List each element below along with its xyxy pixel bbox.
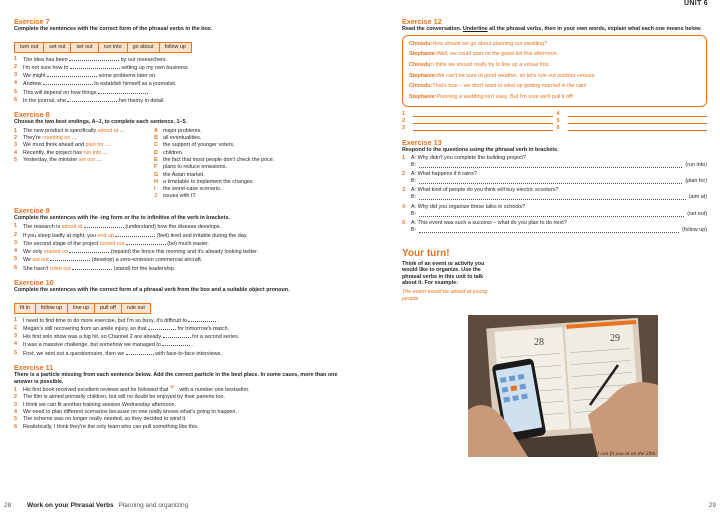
- photo-caption: 'I can fit you in on the 29th.': [596, 451, 658, 457]
- ending-letter: B: [154, 135, 158, 142]
- book-title: Work on your Phrasal Verbs: [27, 502, 114, 509]
- word-box-item: set out: [43, 43, 70, 52]
- answer-blank: [84, 223, 124, 228]
- item-number: 2: [14, 324, 17, 331]
- exercise-10-items: [14, 317, 350, 358]
- item-number: 5: [402, 219, 405, 226]
- question-item: [402, 187, 707, 201]
- item-text: Megan's still recovering from an ankle injury, so that for tomorrow's match.: [23, 325, 230, 332]
- item-text: If you sleep badly at night, you end up (feel) tired and irritable during the day.: [23, 232, 248, 239]
- answer-blank: [70, 64, 120, 69]
- item-number: 3: [402, 187, 405, 194]
- speaker-text: Well, we could start on the guest list this afternoon.: [436, 51, 559, 58]
- phrasal-verb: set out: [78, 156, 95, 163]
- item-number: 5: [14, 256, 17, 263]
- item-text: The second stage of the project turned out (be) much easier.: [23, 240, 209, 247]
- exercise-8-title: Exercise 8: [14, 110, 50, 120]
- question-row: [402, 155, 707, 162]
- answer-row: [402, 194, 707, 201]
- list-item: [14, 416, 350, 423]
- list-item: [14, 56, 350, 64]
- exercise-9-title: Exercise 9: [14, 205, 50, 215]
- phrasal-verb: run into: [83, 149, 102, 156]
- answer-blank: [188, 317, 216, 322]
- item-number: 2: [14, 135, 17, 142]
- ending-item: [154, 172, 274, 179]
- item-number: 6: [14, 96, 17, 103]
- exercise-12-answer-lines: [402, 111, 707, 133]
- verb-hint: (follow up): [682, 226, 707, 233]
- answer-blank: [148, 325, 176, 330]
- ending-item: [154, 186, 274, 193]
- ending-letter: E: [154, 156, 158, 163]
- item-text: I'm not sure how to setting up my own business.: [23, 64, 190, 71]
- phrasal-verb: plan for: [85, 142, 104, 149]
- answer-line: [402, 118, 553, 125]
- exercise-11-title: Exercise 11: [14, 363, 54, 373]
- item-number: 5: [14, 156, 17, 163]
- item-text: We only started on (repaint) the fence this morning and it's already looking better.: [23, 249, 259, 256]
- ending-text: plans to reduce emissions.: [163, 164, 227, 171]
- question-row: [402, 187, 707, 194]
- left-footer: [4, 502, 188, 509]
- item-number: 4: [14, 248, 17, 255]
- item-number: 4: [14, 149, 17, 156]
- ending-letter: J: [154, 193, 157, 200]
- exercise-10: [14, 278, 350, 358]
- item-number: 1: [14, 127, 17, 134]
- answer-line: [557, 111, 708, 118]
- exercise-7: [14, 17, 350, 105]
- list-item: [14, 402, 350, 409]
- answer-blank: [72, 265, 112, 270]
- phrasal-verb: counting on: [42, 135, 71, 142]
- answer-blank: [67, 97, 117, 102]
- exercise-12-title: Exercise 12: [402, 17, 442, 26]
- item-text: I need to find time to do more exercise, but I'm so busy, it's difficult to .: [23, 317, 220, 324]
- answer-label: B:: [411, 194, 417, 201]
- question-text: A: Why didn't you complete the building project?: [411, 155, 526, 162]
- your-turn: [402, 248, 497, 303]
- your-turn-title: Your turn!: [402, 247, 450, 259]
- item-text: It was a massive challenge, but somehow we managed to .: [23, 342, 194, 349]
- answer-line: [557, 125, 708, 132]
- list-item: [14, 135, 154, 142]
- ending-letter: G: [154, 171, 159, 178]
- list-item: [14, 72, 350, 80]
- item-text: The idea has been by our researchers.: [23, 56, 168, 63]
- item-text: We need to plan different scenarios because no one really knows what's going to happen.: [23, 408, 237, 415]
- item-number: 6: [14, 264, 17, 271]
- ending-text: children.: [163, 149, 184, 156]
- item-number: 1: [14, 387, 17, 394]
- verb-hint: (set out): [687, 210, 707, 217]
- item-number: 2: [402, 118, 405, 125]
- item-text: We might some problems later on.: [23, 73, 157, 80]
- phrasal-verb: turned out: [100, 240, 125, 247]
- list-item: [14, 394, 350, 401]
- answer-row: [402, 211, 707, 218]
- answer-label: B:: [411, 210, 417, 217]
- left-column: [14, 12, 350, 431]
- exercise-8-stems: [14, 128, 154, 201]
- item-text: Recently, the project has run into …: [23, 149, 109, 156]
- answer-blank: [50, 256, 90, 261]
- ending-item: [154, 128, 274, 135]
- item-text: We set out (develop) a zero-emission commercial aircraft.: [23, 257, 203, 264]
- speaker-name: Chinedu:: [409, 61, 433, 68]
- exercise-13-items: [402, 155, 707, 234]
- answer-row: [402, 227, 707, 234]
- item-number: 1: [402, 110, 405, 117]
- phrasal-verb: started on: [43, 249, 68, 256]
- exercise-8: [14, 110, 350, 200]
- answer-line-blank: [413, 111, 553, 117]
- answer-label: B:: [411, 226, 417, 233]
- speaker-name: Stephanie:: [409, 72, 437, 79]
- ending-letter: D: [154, 149, 158, 156]
- item-text: The new product is specifically aimed at …: [23, 127, 126, 134]
- phrasal-verb: aimed at: [97, 127, 119, 134]
- answer-line-blank: [413, 118, 553, 124]
- question-row: [402, 171, 707, 178]
- speaker-name: Chinedu:: [409, 40, 433, 47]
- answer-line: [419, 211, 684, 217]
- answer-blank: [98, 89, 148, 94]
- item-number: 6: [556, 125, 560, 132]
- topic-title: Planning and organizing: [118, 502, 189, 509]
- right-column: [402, 12, 707, 303]
- ending-text: the worst-case scenario.: [163, 186, 222, 193]
- word-box-item: follow up: [35, 304, 67, 313]
- item-number: 3: [14, 401, 17, 408]
- speaker-text: We can't be sure of good weather, so let's rule out outdoor venues.: [436, 72, 596, 79]
- list-item: [14, 341, 350, 349]
- list-item: [14, 89, 350, 97]
- page-number: 28: [4, 502, 12, 509]
- your-turn-example: The event would be aimed at young people.: [402, 288, 488, 302]
- word-box-item: go about: [127, 43, 159, 52]
- answer-blank: [126, 350, 154, 355]
- speaker-text: Planning a wedding isn't easy. But I'm sure we'll pull it off!: [436, 94, 574, 101]
- item-number: 4: [14, 408, 17, 415]
- question-item: [402, 220, 707, 234]
- item-number: 6: [14, 423, 17, 430]
- exercise-8-match: [14, 128, 350, 201]
- question-text: A: Why did you organize these talks in schools?: [411, 203, 526, 210]
- planner-date-right: 29: [610, 333, 620, 344]
- item-number: 3: [14, 72, 17, 79]
- list-item: [14, 317, 350, 325]
- ending-letter: I: [154, 186, 156, 193]
- question-item: [402, 171, 707, 185]
- exercise-11-items: [14, 394, 350, 430]
- exercise-11-instruction: There is a particle missing from each sentence below. Add the correct particle in the best place. In some cases, more than one answer is possible.: [14, 372, 338, 385]
- item-text: Andrew to establish himself as a journalist.: [23, 81, 177, 88]
- word-box-item: rule out: [121, 304, 150, 313]
- exercise-11: [14, 363, 350, 431]
- right-footer: [709, 502, 716, 509]
- answer-blank: [43, 80, 93, 85]
- conversation-box: [402, 35, 707, 107]
- ending-text: a timetable to implement the changes.: [163, 178, 255, 185]
- item-number: 3: [14, 239, 17, 246]
- speaker-name: Stephanie:: [409, 94, 437, 101]
- exercise-10-word-box: [14, 303, 151, 314]
- phrasal-verb: ruled out: [49, 265, 71, 272]
- phrasal-verb: aimed at: [61, 224, 83, 231]
- answer-line: [402, 111, 553, 118]
- item-text: Realistically, I think they're the only team who can pull something like this.: [23, 423, 199, 430]
- answer-line-blank: [568, 125, 708, 131]
- item-text: We must think ahead and plan for …: [23, 142, 111, 149]
- list-item: [14, 232, 350, 240]
- exercise-13-title: Exercise 13: [402, 137, 442, 147]
- ending-text: the support of younger voters.: [163, 142, 235, 149]
- answer-blank: [126, 240, 166, 245]
- ending-text: the Asian market.: [163, 171, 205, 178]
- item-text: I think we can fit another training session Wednesday afternoon.: [23, 401, 177, 408]
- question-text: A: This event was such a success – what do you plan to do next?: [411, 219, 567, 226]
- page-number: 29: [708, 502, 716, 509]
- item-number: 2: [14, 231, 17, 238]
- answer-line-blank: [568, 118, 708, 124]
- ending-text: the fact that most people don't check the price.: [163, 156, 275, 163]
- planner-date-left: 28: [534, 337, 544, 348]
- item-number: 1: [402, 155, 405, 162]
- item-text: The film is aimed primarily children, but will no doubt be enjoyed by their parents too.: [23, 394, 225, 401]
- item-text: Yesterday, the minister set out …: [23, 156, 102, 163]
- list-item: [14, 223, 350, 231]
- item-number: 4: [402, 203, 405, 210]
- speaker-text: I think we should really try to line up a venue first.: [432, 61, 551, 68]
- conversation-line: [409, 49, 700, 60]
- list-item: [14, 409, 350, 416]
- list-item: [14, 142, 154, 149]
- item-number: 5: [14, 88, 17, 95]
- item-text: She hasn't ruled out (stand) for the leadership.: [23, 265, 176, 272]
- item-text: His first solo show was a big hit, so Channel 2 are already for a second series.: [23, 334, 240, 341]
- item-number: 5: [14, 416, 17, 423]
- planner-illustration: [468, 315, 658, 457]
- answer-line: [419, 162, 682, 168]
- item-number: 3: [402, 125, 405, 132]
- conversation-line: [409, 81, 700, 92]
- item-text: The research is aimed at (understand) how the disease develops.: [23, 224, 221, 231]
- exercise-8-instruction: Choose the two best endings, A–J, to complete each sentence, 1–5.: [14, 119, 187, 126]
- speaker-text: How should we go about planning our wedding?: [432, 40, 548, 47]
- planner-photo: [468, 315, 658, 457]
- exercise-13: [402, 138, 707, 234]
- ending-letter: A: [154, 127, 158, 134]
- question-text: A: What kind of people do you think will buy electric scooters?: [411, 187, 559, 194]
- verb-hint: (run into): [685, 162, 707, 169]
- unit-label: UNIT 6: [684, 0, 708, 7]
- ending-item: [154, 179, 274, 186]
- exercise-10-title: Exercise 10: [14, 278, 54, 288]
- item-number: 1: [14, 55, 17, 62]
- answer-blank: [115, 232, 155, 237]
- word-box-item: pull off: [94, 304, 121, 313]
- exercise-7-items: [14, 56, 350, 106]
- phrasal-verb: end up: [97, 232, 114, 239]
- list-item: [14, 383, 350, 394]
- item-number: 3: [14, 333, 17, 340]
- conversation-line: [409, 39, 700, 50]
- item-text: In the journal, she her theory in detail.: [23, 97, 165, 104]
- exercise-9-items: [14, 223, 350, 273]
- answer-line: [402, 125, 553, 132]
- list-item: [14, 256, 350, 264]
- exercise-12-instruction: Read the conversation. Underline all the phrasal verbs, then in your own words, explain what each one means below.: [402, 26, 702, 32]
- item-number: 5: [14, 349, 17, 356]
- ending-text: all eventualities.: [163, 135, 202, 142]
- answer-col-left: [402, 111, 553, 133]
- item-number: 4: [14, 341, 17, 348]
- answer-line: [557, 118, 708, 125]
- list-item: [14, 333, 350, 341]
- exercise-8-endings: [154, 128, 274, 201]
- exercise-9: [14, 206, 350, 273]
- answer-blank: [47, 72, 97, 77]
- question-item: [402, 155, 707, 169]
- right-page: [360, 0, 720, 516]
- answer-line-blank: [413, 125, 553, 131]
- answer-col-right: [557, 111, 708, 133]
- word-box-item: turn out: [20, 43, 39, 50]
- list-item: [14, 150, 154, 157]
- item-text: First, we sent out a questionnaire, then we with face-to-face interviews.: [23, 350, 222, 357]
- word-box-item: fit in: [20, 304, 30, 311]
- ending-letter: F: [154, 164, 158, 171]
- ending-letter: C: [154, 142, 158, 149]
- item-number: 3: [14, 142, 17, 149]
- list-item: [14, 248, 350, 256]
- answer-blank: [162, 341, 190, 346]
- exercise-7-instruction: Complete the sentences with the correct form of the phrasal verbs in the box.: [14, 26, 213, 32]
- speaker-name: Stephanie:: [409, 51, 437, 58]
- ending-item: [154, 150, 274, 157]
- list-item: [14, 80, 350, 88]
- conversation-line: [409, 60, 700, 71]
- item-text: They're counting on …: [23, 135, 78, 142]
- exercise-10-instruction: Complete the sentences with the correct form of a phrasal verb from the box and a suitable object pronoun.: [14, 287, 290, 294]
- item-number: 2: [14, 394, 17, 401]
- answer-label: B:: [411, 178, 417, 185]
- phrasal-verb: set out: [32, 257, 49, 264]
- inserted-particle: up: [169, 383, 175, 389]
- answer-blank: [69, 56, 119, 61]
- item-number: 1: [14, 223, 17, 230]
- item-text: His first book received excellent reviews and he followed that up ⌃ with a number one bestseller.: [23, 383, 250, 394]
- exercise-13-instruction: Respond to the questions using the phrasal verb in brackets.: [402, 146, 559, 153]
- item-text: This will depend on how things .: [23, 89, 151, 96]
- ending-item: [154, 157, 274, 164]
- answer-line-blank: [568, 111, 708, 117]
- ending-item: [154, 142, 274, 149]
- item-number: 4: [556, 110, 560, 117]
- item-number: 2: [402, 171, 405, 178]
- speaker-text: That's true – we don't want to wind up getting married in the rain!: [432, 83, 587, 90]
- exercise-9-instruction: Complete the sentences with the -ing form or the to infinitive of the verb in brackets.: [14, 214, 230, 221]
- answer-line: [419, 178, 682, 184]
- answer-row: [402, 178, 707, 185]
- your-turn-text: Think of an event or activity you would like to organize. Use the phrasal verbs in this unit to talk about it. For example:: [402, 260, 485, 287]
- exercise-7-title: Exercise 7: [14, 17, 50, 26]
- word-box-item: run into: [98, 43, 127, 52]
- exercise-7-word-box: [14, 42, 192, 53]
- ending-item: [154, 164, 274, 171]
- ending-letter: H: [154, 178, 158, 185]
- conversation-line: [409, 92, 700, 103]
- item-number: 5: [556, 118, 560, 125]
- list-item: [14, 424, 350, 431]
- list-item: [14, 157, 154, 164]
- exercise-12: [402, 17, 707, 133]
- item-text: The scheme was no longer really needed, so they decided to wind it.: [23, 416, 187, 423]
- ending-text: major problems.: [163, 127, 202, 134]
- answer-row: [402, 162, 707, 169]
- list-item: [14, 325, 350, 333]
- verb-hint: (aim at): [688, 194, 707, 201]
- speaker-name: Chinedu:: [409, 83, 433, 90]
- answer-label: B:: [411, 162, 417, 169]
- verb-hint: (plan for): [685, 178, 707, 185]
- list-item: [14, 97, 350, 105]
- item-number: 2: [14, 63, 17, 70]
- list-item: [14, 64, 350, 72]
- question-row: [402, 220, 707, 227]
- word-box-item: follow up: [159, 43, 191, 52]
- item-number: 1: [14, 316, 17, 323]
- ending-text: issues with IT.: [163, 193, 197, 200]
- ending-item: [154, 193, 274, 200]
- answer-blank: [163, 333, 191, 338]
- question-row: [402, 204, 707, 211]
- answer-line: [419, 194, 686, 200]
- word-box-item: line up: [67, 304, 94, 313]
- list-item: [14, 265, 350, 273]
- ending-item: [154, 135, 274, 142]
- list-item: [14, 128, 154, 135]
- word-box-item: set out: [70, 43, 97, 52]
- item-number: 4: [14, 80, 17, 87]
- question-item: [402, 204, 707, 218]
- conversation-line: [409, 71, 700, 82]
- list-item: [14, 240, 350, 248]
- answer-blank: [69, 248, 109, 253]
- question-text: A: What happens if it rains?: [411, 171, 477, 178]
- answer-line: [419, 227, 679, 233]
- list-item: [14, 350, 350, 358]
